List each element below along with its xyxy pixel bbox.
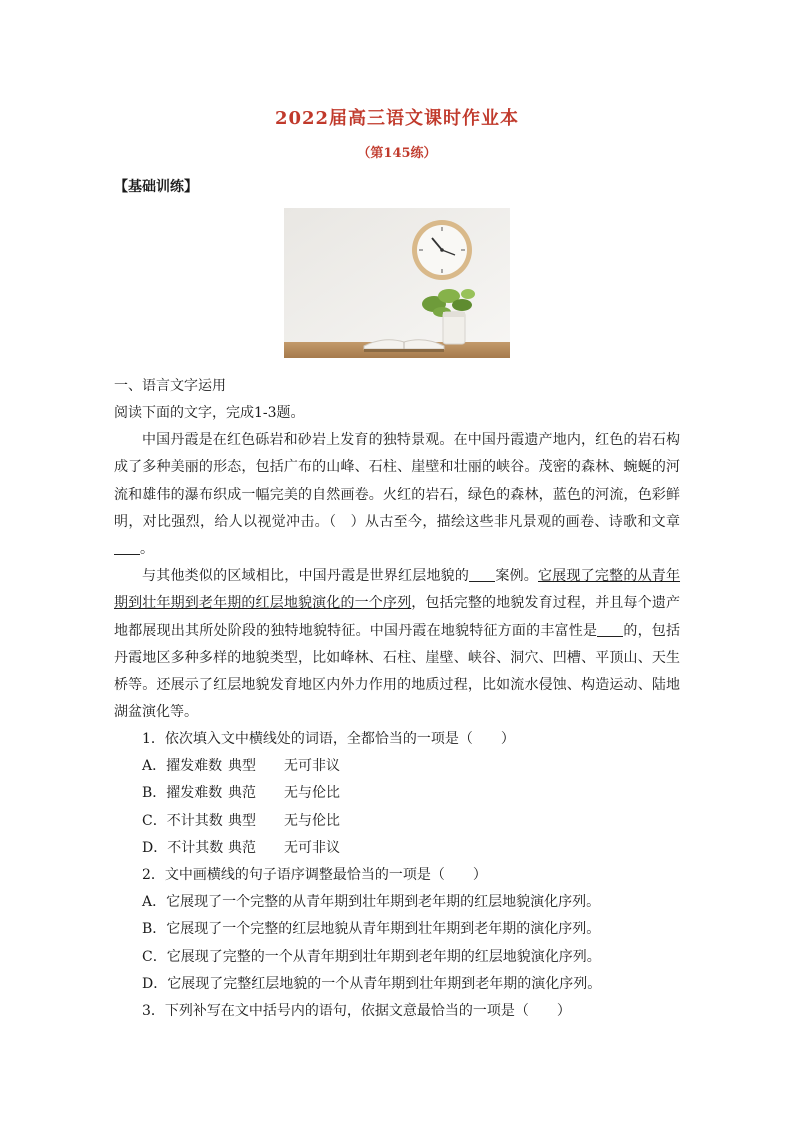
- option-word-1: B．擢发难数: [142, 785, 223, 802]
- option-word-3: 无可非议: [284, 839, 340, 856]
- passage-paragraph-1: [114, 427, 680, 563]
- paragraph-2-text-b: 案例。: [495, 568, 539, 584]
- fill-blank-3: [597, 622, 623, 637]
- wall-clock-icon: [412, 220, 472, 280]
- paragraph-2-text-c: ，包括完整的地貌发育过程，并且每个遗产地都展现出其所处阶段的独特地貌特征。中国丹霞在地貌特征方面的丰富性是: [114, 595, 681, 639]
- question-3: 3．下列补写在文中括号内的语句，依据文意最恰当的一项是（ ）: [142, 1003, 571, 1020]
- option-word-2: 典范: [228, 839, 256, 856]
- option-word-1: C．不计其数: [142, 812, 223, 829]
- option-word-3: 无与伦比: [284, 812, 340, 829]
- fill-blank-1: [114, 540, 140, 555]
- document-title: 2022届高三语文课时作业本: [274, 108, 520, 129]
- q2-option-b: B．它展现了一个完整的红层地貌从青年期到壮年期到老年期的演化序列。: [142, 921, 601, 938]
- q1-option-d: [114, 835, 680, 862]
- q2-option-a: A．它展现了一个完整的从青年期到壮年期到老年期的红层地貌演化序列。: [142, 894, 601, 911]
- option-word-2: 典型: [228, 812, 256, 829]
- question-1: 1．依次填入文中横线处的词语，全都恰当的一项是（ ）: [142, 731, 515, 747]
- q1-option-a: [114, 753, 680, 780]
- passage-paragraph-2: [114, 563, 680, 727]
- option-word-2: 典型: [228, 758, 256, 775]
- part-heading: 一、语言文字运用: [114, 378, 226, 394]
- underlined-sentence: 它展现了完整的从青年期到壮年期到老年期的红层地貌演化的一个序列: [114, 568, 681, 612]
- document-subtitle: （第145练）: [357, 146, 437, 161]
- question-list: [114, 726, 680, 1025]
- fill-blank-2: [469, 567, 495, 582]
- option-word-3: 无与伦比: [284, 785, 340, 802]
- option-word-1: D．不计其数: [142, 839, 224, 856]
- paragraph-1-end: 。: [140, 541, 154, 558]
- q2-option-c: C．它展现了完整的一个从青年期到壮年期到老年期的红层地貌演化序列。: [142, 948, 601, 965]
- paragraph-2-text-a: 与其他类似的区域相比，中国丹霞是世界红层地貌的: [142, 568, 470, 584]
- clock-plant-book-illustration: [284, 208, 510, 358]
- open-book-icon: [364, 340, 444, 352]
- reading-instruction: 阅读下面的文字，完成1-3题。: [114, 405, 305, 421]
- q1-option-c: [114, 808, 680, 835]
- question-2: 2．文中画横线的句子语序调整最恰当的一项是（ ）: [142, 867, 487, 884]
- section-label: 【基础训练】: [114, 179, 198, 195]
- q1-option-b: [114, 780, 680, 807]
- paragraph-1-text: 中国丹霞是在红色砾岩和砂岩上发育的独特景观。在中国丹霞遗产地内，红色的岩石构成了多种美丽的形态，包括广布的山峰、石柱、崖壁和壮丽的峡谷。茂密的森林、蜿蜒的河流和雄伟的瀑布织成一幅完美的自然画卷。火红的岩石，绿色的森林，蓝色的河流，色彩鲜明，对比强烈，给人以视觉冲击。（ ）从古至今，描绘这些非凡景观的画卷、诗歌和文章: [114, 432, 680, 530]
- option-word-3: 无可非议: [284, 758, 340, 775]
- option-word-2: 典范: [228, 785, 256, 802]
- q2-option-d: D．它展现了完整红层地貌的一个从青年期到壮年期到老年期的演化序列。: [142, 975, 602, 992]
- paragraph-2-text-d: 的，包括丹霞地区多种多样的地貌类型，比如峰林、石柱、崖壁、峡谷、洞穴、凹槽、平顶山、天生桥等。还展示了红层地貌发育地区内外力作用的地质过程，比如流水侵蚀、构造运动、陆地湖盆演化等。: [114, 622, 680, 721]
- illustration-photo: [284, 208, 510, 358]
- option-word-1: A．擢发难数: [142, 758, 223, 775]
